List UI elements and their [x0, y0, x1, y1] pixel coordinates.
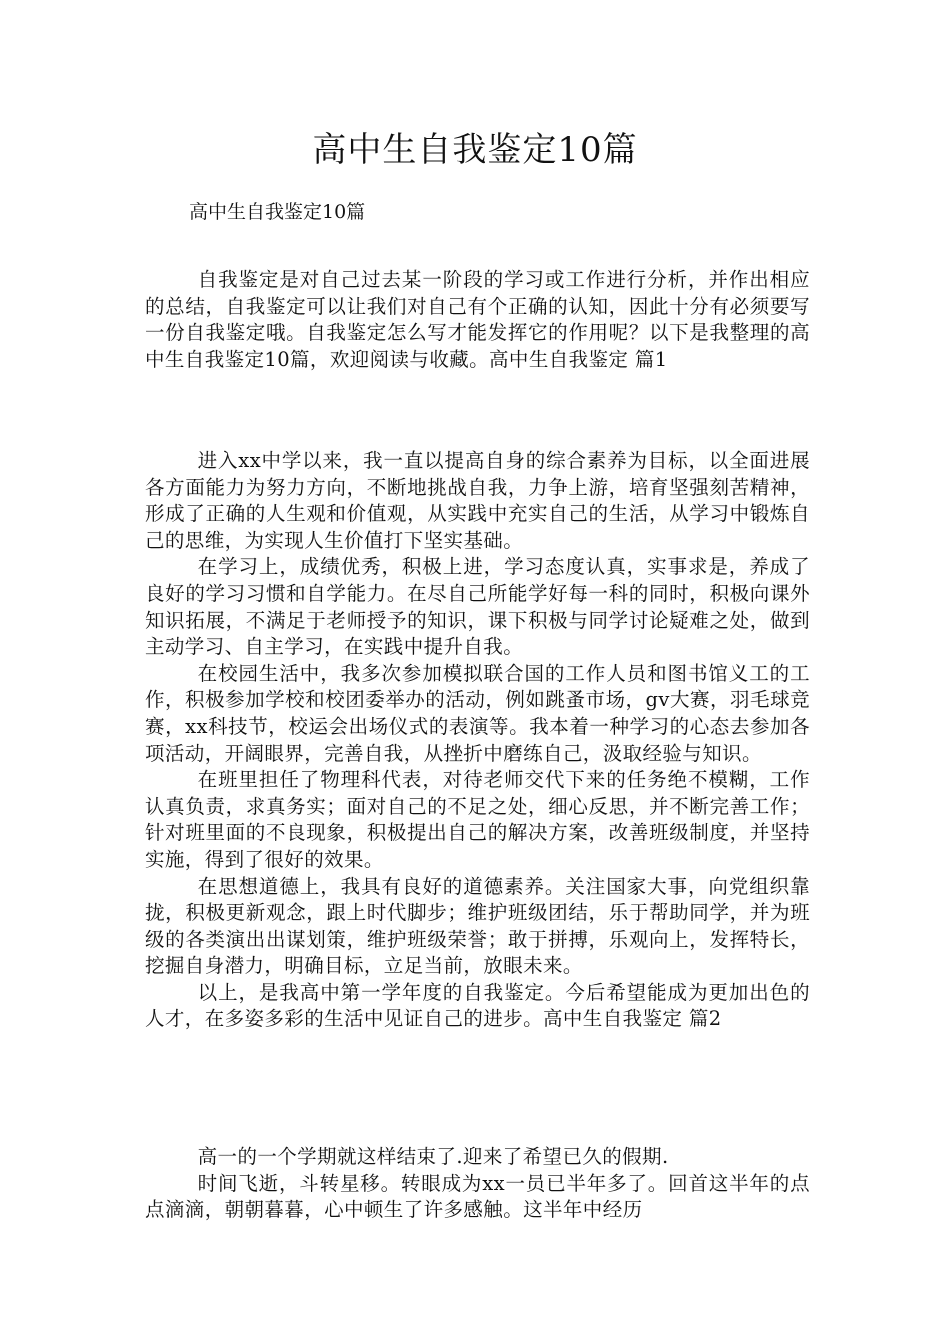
essay-1-paragraph-3: 在校园生活中，我多次参加模拟联合国的工作人员和图书馆义工的工作，积极参加学校和校团委举办的活动，例如跳蚤市场，gv大赛，羽毛球竞赛，xx科技节，校运会出场仪式的表演等。我本着一种学习的心态去参加各项活动，开阔眼界，完善自我，从挫折中磨练自己，汲取经验与知识。: [145, 661, 810, 765]
essay-2-paragraph-1: 高一的一个学期就这样结束了.迎来了希望已久的假期.: [197, 1145, 669, 1168]
essay-1-paragraph-4: 在班里担任了物理科代表，对待老师交代下来的任务绝不模糊，工作认真负责，求真务实；面对自己的不足之处，细心反思，并不断完善工作；针对班里面的不良现象，积极提出自己的解决方案，改善班级制度，并坚持实施，得到了很好的效果。: [145, 768, 810, 871]
essay-2-paragraph-2: 时间飞逝，斗转星移。转眼成为xx一员已半年多了。回首这半年的点点滴滴，朝朝暮暮，心中顿生了许多感触。这半年中经历: [145, 1171, 810, 1222]
document-subtitle: 高中生自我鉴定10篇: [189, 201, 366, 223]
essay-2-section: [145, 1144, 810, 1224]
essay-1-paragraph-5: 在思想道德上，我具有良好的道德素养。关注国家大事，向党组织靠拢，积极更新观念，跟上时代脚步；维护班级团结，乐于帮助同学，并为班级的各类演出出谋划策，维护班级荣誉；敢于拼搏，乐观向上，发挥特长，挖掘自身潜力，明确目标，立足当前，放眼未来。: [145, 874, 810, 978]
essay-1-paragraph-6: 以上，是我高中第一学年度的自我鉴定。今后希望能成为更加出色的人才，在多姿多彩的生活中见证自己的进步。高中生自我鉴定 篇2: [145, 980, 810, 1031]
essay-1-paragraph-2: 在学习上，成绩优秀，积极上进，学习态度认真，实事求是，养成了良好的学习习惯和自学能力。在尽自己所能学好每一科的同时，积极向课外知识拓展，不满足于老师授予的知识，课下积极与同学讨论疑难之处，做到主动学习、自主学习，在实践中提升自我。: [145, 555, 810, 659]
essay-1-paragraph-1: 进入xx中学以来，我一直以提高自身的综合素养为目标，以全面进展各方面能力为努力方向，不断地挑战自我，力争上游，培育坚强刻苦精神，形成了正确的人生观和价值观，从实践中充实自己的生活，从学习中锻炼自己的思维，为实现人生价值打下坚实基础。: [145, 449, 810, 552]
intro-paragraph: 自我鉴定是对自己过去某一阶段的学习或工作进行分析，并作出相应的总结，自我鉴定可以让我们对自己有个正确的认知，因此十分有必须要写一份自我鉴定哦。自我鉴定怎么写才能发挥它的作用呢？以下是我整理的高中生自我鉴定10篇，欢迎阅读与收藏。高中生自我鉴定 篇1: [145, 268, 810, 371]
document-title: 高中生自我鉴定10篇: [312, 130, 638, 170]
essay-1-section: [145, 448, 810, 1033]
intro-section: [145, 267, 810, 373]
